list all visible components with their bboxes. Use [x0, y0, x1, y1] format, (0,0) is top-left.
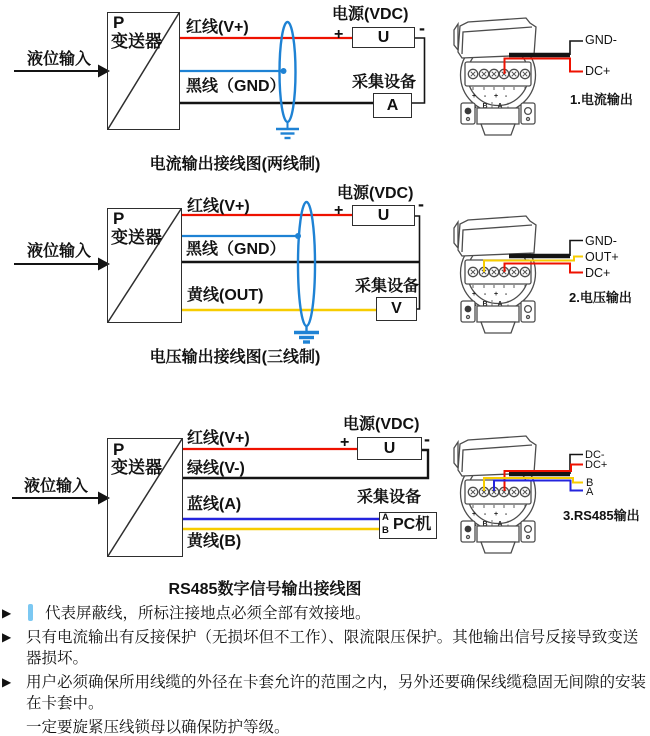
ammeter-box	[373, 93, 412, 118]
input-label: 液位输入	[24, 478, 89, 495]
power-device-letter: U	[383, 439, 396, 457]
power-title: 电源(VDC)	[332, 6, 409, 23]
power-supply-box	[352, 27, 415, 48]
power-supply-box	[352, 205, 415, 226]
note-text	[26, 603, 371, 624]
head3-dcminus-label: DC-	[585, 449, 605, 461]
shield-junction-dot	[281, 68, 287, 74]
collector-title: 采集设备	[352, 74, 417, 91]
blue-wire-label: 蓝线(A)	[187, 496, 242, 513]
bullet-triangle-icon: ▶	[2, 675, 12, 689]
notes-section	[2, 603, 648, 736]
yellow-wire-label: 黄线(OUT)	[187, 287, 264, 304]
gnd-lead	[570, 41, 583, 55]
transmitter-p-label: P	[113, 209, 125, 228]
pc-terminal-b: B	[382, 525, 389, 536]
ground-icon	[294, 326, 319, 342]
bullet-triangle-icon: ▶	[2, 606, 12, 620]
transmitter-p-label: P	[113, 440, 125, 459]
terminal-head-2	[454, 216, 536, 333]
transmitter-name-label: 变送器	[111, 228, 162, 247]
head2-gnd-label: GND-	[585, 234, 617, 248]
input-label: 液位输入	[27, 51, 92, 68]
yellow-wire-label: 黄线(B)	[187, 533, 242, 550]
wiring-lines-svg: + - + - A B A	[0, 0, 650, 736]
note-row	[2, 717, 648, 736]
head2-outplus-label: OUT+	[585, 250, 619, 264]
voltmeter-letter: V	[391, 300, 402, 317]
collector-title: 采集设备	[355, 278, 420, 295]
head1-dcplus-label: DC+	[585, 64, 611, 78]
shield-line-legend-icon	[28, 604, 33, 621]
head1-gnd-label: GND-	[585, 33, 617, 47]
terminal-head-3	[454, 436, 536, 553]
minus-sign: -	[418, 194, 424, 214]
green-wire-label: 绿线(V-)	[187, 460, 245, 477]
note-row	[2, 603, 648, 624]
power-title: 电源(VDC)	[337, 185, 414, 202]
note-row	[2, 672, 648, 714]
head3-a-label: A	[586, 486, 594, 498]
plus-sign: +	[334, 26, 344, 43]
plus-sign: +	[340, 434, 350, 451]
head2-note: 2.电压输出	[569, 290, 632, 305]
head3-dcplus-label: DC+	[585, 459, 608, 471]
transmitter-name-label: 变送器	[111, 458, 162, 477]
diagram3-caption: RS485数字信号输出接线图	[168, 581, 362, 598]
head2-dcplus-label: DC+	[585, 266, 611, 280]
voltmeter-box	[376, 297, 417, 321]
input-label: 液位输入	[27, 243, 92, 260]
diagram2-caption: 电压输出接线图(三线制)	[149, 349, 321, 366]
terminal-head-1	[454, 18, 536, 135]
collector-title: 采集设备	[357, 489, 422, 506]
pc-box	[379, 512, 437, 539]
note-text: 用户必须确保所用线缆的外径在卡套允许的范围之内，另外还要确保线缆稳固无间隙的安装在卡套中。	[26, 674, 647, 712]
minus-sign: -	[424, 429, 430, 449]
black-wire-label: 黑线（GND）	[186, 241, 286, 258]
head3-note: 3.RS485输出	[563, 508, 640, 523]
shield-ellipse	[298, 202, 315, 326]
ammeter-letter: A	[386, 96, 399, 114]
red-wire-label: 红线(V+)	[186, 19, 249, 36]
transmitter-p-label: P	[113, 13, 125, 32]
head1-note: 1.电流输出	[570, 92, 633, 107]
note-text: 一定要旋紧压线锁母以确保防护等级。	[26, 719, 290, 736]
transmitter-name-label: 变送器	[111, 32, 162, 51]
head3-b-label: B	[586, 477, 594, 489]
pc-label: PC机	[393, 516, 432, 533]
plus-sign: +	[334, 202, 344, 219]
diagram1-caption: 电流输出接线图(两线制)	[149, 156, 321, 173]
power-device-letter: U	[377, 206, 390, 224]
red-wire-label: 红线(V+)	[187, 430, 250, 447]
note-row	[2, 627, 648, 669]
bullet-triangle-icon: ▶	[2, 630, 12, 644]
pc-terminal-a: A	[382, 512, 389, 523]
power-supply-box	[357, 437, 422, 460]
power-title: 电源(VDC)	[343, 416, 420, 433]
red-wire-label: 红线(V+)	[187, 198, 250, 215]
black-wire-label: 黑线（GND）	[186, 78, 286, 95]
note-text: 只有电流输出有反接保护（无损坏但不工作）、限流限压保护。其他输出信号反接导致变送器损坏。	[26, 629, 639, 667]
power-device-letter: U	[377, 28, 390, 46]
gnd-lead	[570, 241, 583, 257]
ground-icon	[276, 122, 299, 138]
minus-sign: -	[419, 18, 425, 38]
note-text-content: 代表屏蔽线，所标注接地点必须全部有效接地。	[45, 605, 371, 622]
